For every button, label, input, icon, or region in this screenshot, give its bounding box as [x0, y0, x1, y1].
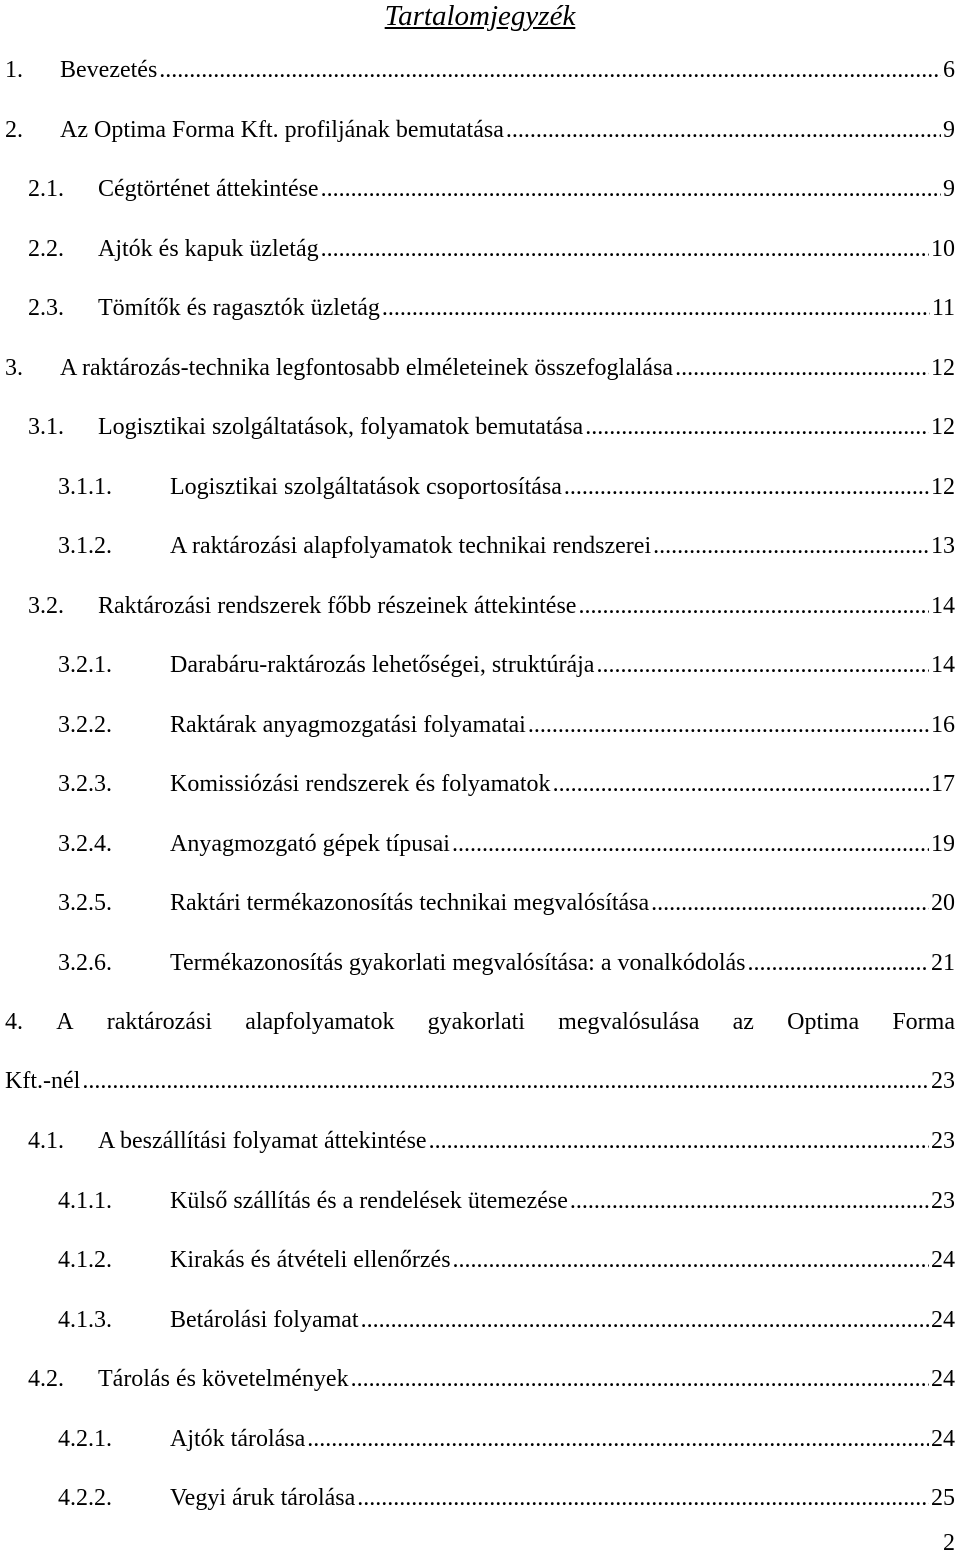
dot-leader	[675, 353, 929, 383]
toc-entry-page: 24	[931, 1247, 955, 1273]
toc-entry[interactable]	[0, 754, 960, 814]
toc-entry[interactable]	[0, 933, 960, 993]
toc-entry-title: Raktári termékazonosítás technikai megvalósítása	[170, 890, 650, 916]
dot-leader	[307, 1424, 929, 1454]
toc-entry-number: 3.2.	[28, 592, 64, 619]
toc-entry-title: Tárolás és követelmények	[98, 1366, 349, 1392]
toc-entry[interactable]	[0, 1111, 960, 1171]
toc-entry-page: 10	[931, 235, 955, 262]
toc-entry-number: 4.1.3.	[58, 1306, 112, 1333]
dot-leader	[747, 948, 929, 978]
toc-entry-title-word: alapfolyamatok	[245, 1009, 395, 1035]
toc-entry[interactable]	[0, 219, 960, 279]
dot-leader	[351, 1364, 929, 1394]
toc-entry[interactable]	[0, 1171, 960, 1231]
toc-entry-number: 3.	[5, 354, 23, 381]
toc-entry[interactable]	[0, 338, 960, 398]
dot-leader	[653, 531, 929, 561]
dot-leader	[382, 293, 930, 323]
toc-entry-number: 3.2.2.	[58, 711, 112, 738]
toc-entry-number: 3.2.6.	[58, 949, 112, 976]
toc-entry-title: Raktározási rendszerek főbb részeinek áttekintése	[98, 592, 577, 619]
toc-entry[interactable]	[0, 1349, 960, 1409]
toc-entry-title-word: az	[732, 1009, 754, 1035]
toc-entry-number: 4.2.1.	[58, 1425, 112, 1452]
toc-entry-number: 3.1.	[28, 414, 64, 440]
toc-entry-number: 4.1.	[28, 1128, 64, 1154]
toc-entry-title: Cégtörténet áttekintése	[98, 176, 319, 202]
toc-entry-page: 17	[931, 771, 955, 797]
toc-entry-title-word: Forma	[892, 1009, 955, 1035]
dot-leader	[321, 234, 929, 264]
toc-title: Tartalomjegyzék	[384, 0, 576, 32]
toc-entry-title-word: raktározási	[106, 1009, 212, 1035]
toc-entry-page: 16	[931, 711, 955, 738]
toc-entry-number: 3.1.1.	[58, 473, 112, 500]
toc-entry[interactable]	[0, 992, 960, 1111]
dot-leader	[361, 1305, 929, 1335]
toc-entry[interactable]	[0, 1468, 960, 1528]
toc-entry-page: 24	[931, 1425, 955, 1452]
dot-leader	[564, 472, 929, 502]
toc-entry-title: Raktárak anyagmozgatási folyamatai	[170, 711, 526, 738]
toc-entry[interactable]	[0, 40, 960, 100]
dot-leader	[453, 1245, 929, 1275]
toc-entry-title: Kirakás és átvételi ellenőrzés	[170, 1247, 451, 1273]
toc-entry-title-word: megvalósulása	[558, 1009, 700, 1035]
dot-leader	[357, 1483, 929, 1513]
toc-entry-page: 12	[931, 354, 955, 381]
toc-entry-title-word: gyakorlati	[427, 1009, 525, 1035]
toc-entry-number: 3.2.3.	[58, 771, 112, 797]
toc-entry[interactable]	[0, 516, 960, 576]
toc-entry-page: 13	[931, 533, 955, 559]
toc-entry-number: 3.1.2.	[58, 533, 112, 559]
toc-entry-title-continuation: Kft.-nél	[5, 1068, 81, 1094]
toc-entry-page: 14	[931, 592, 955, 619]
toc-entry-page: 23	[931, 1068, 955, 1094]
toc-entry-page: 11	[931, 295, 955, 321]
toc-entry-page: 19	[931, 830, 955, 857]
dot-leader	[159, 55, 941, 85]
dot-leader	[321, 174, 941, 204]
toc-entry[interactable]	[0, 576, 960, 636]
toc-entry-page: 24	[931, 1306, 955, 1333]
toc-entry-number: 2.1.	[28, 176, 64, 202]
toc-entry-title: Tömítők és ragasztók üzletág	[98, 295, 380, 321]
toc-entry-number: 4.2.2.	[58, 1485, 112, 1511]
toc-entry-title: A beszállítási folyamat áttekintése	[98, 1128, 427, 1154]
dot-leader	[452, 829, 929, 859]
toc-entry[interactable]	[0, 695, 960, 755]
toc-entry-title: Külső szállítás és a rendelések ütemezése	[170, 1187, 568, 1214]
toc-entry[interactable]	[0, 1230, 960, 1290]
dot-leader	[528, 710, 929, 740]
toc-entry[interactable]	[0, 159, 960, 219]
page-number: 2	[943, 1530, 955, 1556]
toc-entry-page: 14	[931, 652, 955, 678]
toc-entry[interactable]	[0, 100, 960, 160]
toc-entry-number: 1.	[5, 57, 23, 83]
toc-entry-title: Az Optima Forma Kft. profiljának bemutatása	[60, 116, 504, 143]
toc-entry-title: Ajtók tárolása	[170, 1425, 306, 1452]
toc-entry-number: 2.3.	[28, 295, 64, 321]
toc-entry[interactable]	[0, 1290, 960, 1350]
toc-entry-number: 3.2.4.	[58, 830, 112, 857]
toc-entry-title-word: Optima	[787, 1009, 860, 1035]
toc-entry-page: 24	[931, 1366, 955, 1392]
dot-leader	[570, 1186, 929, 1216]
toc-entry-page: 20	[931, 890, 955, 916]
toc-entry-title: Vegyi áruk tárolása	[170, 1485, 356, 1511]
toc-entry-page: 21	[931, 949, 955, 976]
toc-entry[interactable]	[0, 873, 960, 933]
toc-entry-title: Termékazonosítás gyakorlati megvalósítása: a vonalkódolás	[170, 949, 746, 976]
toc-entry-title: Anyagmozgató gépek típusai	[170, 830, 450, 857]
table-of-contents	[0, 40, 960, 1528]
toc-entry-page: 23	[931, 1187, 955, 1214]
toc-entry-number: 2.2.	[28, 235, 64, 262]
toc-entry-number: 4.1.1.	[58, 1187, 112, 1214]
toc-entry-title: Betárolási folyamat	[170, 1306, 359, 1333]
toc-entry-title: A raktározási alapfolyamatok technikai rendszerei	[170, 533, 652, 559]
dot-leader	[585, 412, 929, 442]
toc-entry-page: 25	[931, 1485, 955, 1511]
dot-leader	[506, 115, 941, 145]
toc-entry-title: Ajtók és kapuk üzletág	[98, 235, 319, 262]
toc-entry[interactable]	[0, 814, 960, 874]
toc-entry[interactable]	[0, 397, 960, 457]
toc-entry-number: 4.	[5, 1009, 23, 1035]
toc-entry-title: Logisztikai szolgáltatások csoportosítása	[170, 473, 562, 500]
toc-entry[interactable]	[0, 278, 960, 338]
toc-entry-page: 6	[943, 57, 955, 83]
toc-entry-title: A raktározás-technika legfontosabb elméleteinek összefoglalása	[60, 354, 674, 381]
dot-leader	[429, 1126, 929, 1156]
toc-entry-page: 12	[931, 414, 955, 440]
toc-entry-number: 4.1.2.	[58, 1247, 112, 1273]
toc-entry-title: Komissiózási rendszerek és folyamatok	[170, 771, 551, 797]
toc-entry[interactable]	[0, 457, 960, 517]
toc-entry-page: 9	[943, 176, 955, 202]
toc-entry-number: 4.2.	[28, 1366, 64, 1392]
dot-leader	[82, 1066, 929, 1096]
toc-entry-number: 3.2.1.	[58, 652, 112, 678]
toc-entry-page: 12	[931, 473, 955, 500]
dot-leader	[596, 650, 929, 680]
toc-entry-title: Logisztikai szolgáltatások, folyamatok bemutatása	[98, 414, 584, 440]
dot-leader	[578, 591, 929, 621]
toc-entry-page: 23	[931, 1128, 955, 1154]
toc-entry-number: 2.	[5, 116, 23, 143]
dot-leader	[553, 769, 929, 799]
toc-entry-page: 9	[943, 116, 955, 143]
toc-entry-title-line	[5, 1007, 955, 1037]
dot-leader	[651, 888, 929, 918]
toc-entry-title: Darabáru-raktározás lehetőségei, struktúrája	[170, 652, 595, 678]
toc-entry-title-word: A	[56, 1009, 74, 1035]
toc-entry[interactable]	[0, 1409, 960, 1469]
toc-entry[interactable]	[0, 635, 960, 695]
toc-entry-number: 3.2.5.	[58, 890, 112, 916]
toc-entry-title: Bevezetés	[60, 57, 158, 83]
